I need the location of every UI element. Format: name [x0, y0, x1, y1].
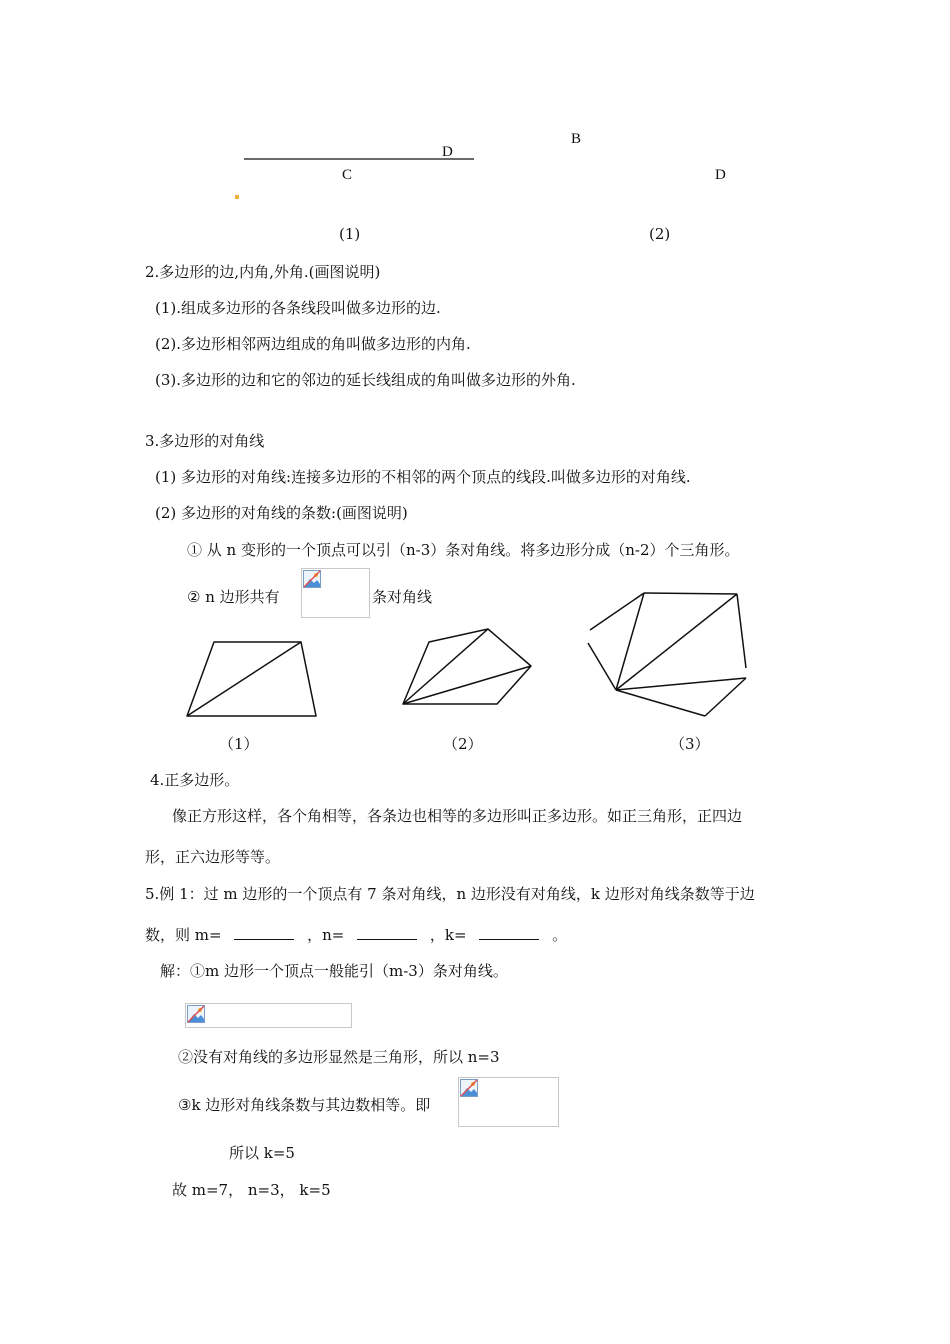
solution-step-4: 所以 k=5: [229, 1144, 295, 1162]
example-1-line-1: 5.例 1：过 m 边形的一个顶点有 7 条对角线，n 边形没有对角线，k 边形对角线条数等于边: [145, 885, 755, 903]
figure-caption-1: (1): [339, 225, 361, 243]
example-1-end: 。: [552, 926, 568, 944]
answer-blank-k: [479, 925, 539, 940]
section-2-item-1: (1).组成多边形的各条线段叫做多边形的边.: [155, 299, 441, 317]
polygon-caption-1: （1）: [219, 735, 259, 753]
broken-image-icon: [187, 1005, 205, 1023]
section-2-heading: 2.多边形的边,内角,外角.(画图说明): [145, 263, 381, 281]
label-d-left: D: [442, 144, 453, 160]
solution-conclusion: 故 m=7， n=3， k=5: [172, 1181, 331, 1199]
example-1-n-label: ，n=: [307, 926, 345, 944]
section-4-paragraph-line-2: 形，正六边形等等。: [145, 848, 281, 866]
polygon-caption-2: （2）: [443, 735, 483, 753]
example-1-line-2: [145, 924, 567, 945]
section-3-item-1: (1) 多边形的对角线:连接多边形的不相邻的两个顶点的线段.叫做多边形的对角线.: [155, 468, 691, 486]
section-2-item-2: (2).多边形相邻两边组成的角叫做多边形的内角.: [155, 335, 471, 353]
section-4-paragraph-line-1: 像正方形这样，各个角相等，各条边也相等的多边形叫正多边形。如正三角形，正四边: [172, 807, 743, 825]
section-2-item-3: (3).多边形的边和它的邻边的延长线组成的角叫做多边形的外角.: [155, 371, 576, 389]
section-3-point-2-post: 条对角线: [372, 588, 433, 606]
example-1-k-label: ，k=: [429, 926, 467, 944]
solution-image-placeholder-2: [458, 1077, 559, 1127]
section-3-heading: 3.多边形的对角线: [145, 432, 265, 450]
figure-caption-2: (2): [649, 225, 671, 243]
broken-image-icon: [460, 1079, 478, 1097]
polygon-caption-3: （3）: [670, 735, 710, 753]
answer-blank-m: [234, 925, 294, 940]
answer-blank-n: [357, 925, 417, 940]
label-b: B: [571, 131, 582, 147]
solution-step-1: 解：①m 边形一个顶点一般能引（m-3）条对角线。: [160, 962, 508, 980]
section-3-point-1: ① 从 n 变形的一个顶点可以引（n-3）条对角线。将多边形分成（n-2）个三角形。: [187, 541, 740, 559]
solution-step-3: ③k 边形对角线条数与其边数相等。即: [178, 1096, 431, 1114]
label-c: C: [342, 167, 353, 183]
section-3-point-2-pre: ② n 边形共有: [187, 588, 280, 606]
solution-step-2: ②没有对角线的多边形显然是三角形，所以 n=3: [178, 1048, 500, 1066]
section-3-item-2: (2) 多边形的对角线的条数:(画图说明): [155, 504, 408, 522]
example-1-m-label: 数，则 m=: [145, 926, 222, 944]
solution-image-placeholder-1: [185, 1003, 352, 1028]
section-4-heading: 4.正多边形。: [150, 771, 240, 789]
label-d-right: D: [715, 167, 726, 183]
